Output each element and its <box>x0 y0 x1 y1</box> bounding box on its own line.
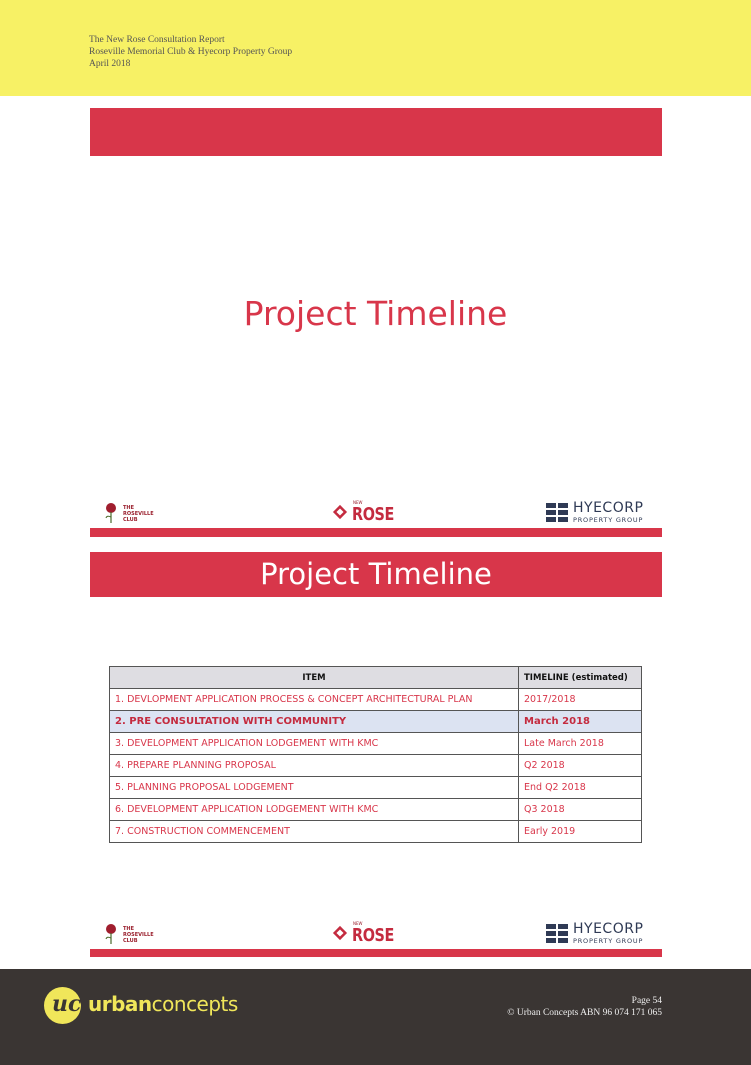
slide1-top-bar <box>90 108 662 156</box>
rose-flower-icon <box>104 923 120 945</box>
rose-small-text: NEW <box>353 921 363 926</box>
hyecorp-name: HYECORP <box>573 500 644 516</box>
club-text-3: CLUB <box>123 517 138 523</box>
club-text-3: CLUB <box>123 938 138 944</box>
slide-divider-bottom <box>90 949 662 957</box>
row-item: 4. PREPARE PLANNING PROPOSAL <box>110 755 519 777</box>
club-text-2: ROSEVILLE <box>123 511 154 517</box>
page-footer <box>0 969 751 1065</box>
slide2-title: Project Timeline <box>90 552 662 597</box>
brand-rest: concepts <box>151 992 238 1016</box>
hyecorp-logo <box>546 500 666 528</box>
row-timeline: Late March 2018 <box>519 733 642 755</box>
row-timeline: Q3 2018 <box>519 799 642 821</box>
hyecorp-name: HYECORP <box>573 921 644 937</box>
hyecorp-sub: PROPERTY GROUP <box>573 937 644 945</box>
table-row <box>110 733 642 755</box>
rose-word: ROSE <box>352 925 394 946</box>
table-row <box>110 755 642 777</box>
row-item: 1. DEVLOPMENT APPLICATION PROCESS & CONCEPT ARCHITECTURAL PLAN <box>110 689 519 711</box>
new-rose-logo <box>332 500 402 526</box>
brand-bold: urban <box>88 992 152 1016</box>
report-title: The New Rose Consultation Report <box>89 35 225 45</box>
table-row <box>110 689 642 711</box>
table-row <box>110 777 642 799</box>
row-timeline: March 2018 <box>519 711 642 733</box>
row-item: 3. DEVELOPMENT APPLICATION LODGEMENT WITH KMC <box>110 733 519 755</box>
hyecorp-logo <box>546 921 666 949</box>
report-date: April 2018 <box>89 59 131 69</box>
row-item: 7. CONSTRUCTION COMMENCEMENT <box>110 821 519 843</box>
timeline-table <box>109 666 642 843</box>
roseville-club-logo <box>104 502 164 528</box>
slide1-title: Project Timeline <box>243 294 508 333</box>
new-rose-logo <box>332 921 402 947</box>
uc-monogram: uc <box>52 991 82 1017</box>
header-item: ITEM <box>110 667 519 689</box>
report-parties: Roseville Memorial Club & Hyecorp Property Group <box>89 47 293 57</box>
rose-mark-icon <box>332 504 348 520</box>
row-item: 2. PRE CONSULTATION WITH COMMUNITY <box>110 711 519 733</box>
slide-divider-top <box>90 528 662 537</box>
page-number: Page 54 <box>631 996 662 1006</box>
rose-mark-icon <box>332 925 348 941</box>
club-text-1: THE <box>123 505 135 511</box>
hyecorp-mark-icon <box>546 503 568 523</box>
hyecorp-mark-icon <box>546 924 568 944</box>
roseville-club-logo <box>104 923 164 949</box>
table-header-row <box>110 667 642 689</box>
row-timeline: Early 2019 <box>519 821 642 843</box>
row-item: 6. DEVELOPMENT APPLICATION LODGEMENT WITH KMC <box>110 799 519 821</box>
row-item: 5. PLANNING PROPOSAL LODGEMENT <box>110 777 519 799</box>
row-timeline: Q2 2018 <box>519 755 642 777</box>
hyecorp-sub: PROPERTY GROUP <box>573 516 644 524</box>
table-row <box>110 821 642 843</box>
table-row <box>110 799 642 821</box>
club-text-2: ROSEVILLE <box>123 932 154 938</box>
row-timeline: 2017/2018 <box>519 689 642 711</box>
rose-small-text: NEW <box>353 500 363 505</box>
rose-flower-icon <box>104 502 120 524</box>
copyright-text: © Urban Concepts ABN 96 074 171 065 <box>507 1008 662 1018</box>
rose-word: ROSE <box>352 504 394 525</box>
urban-concepts-wordmark <box>88 992 238 1016</box>
header-timeline: TIMELINE (estimated) <box>519 667 642 689</box>
report-header <box>89 34 292 70</box>
club-text-1: THE <box>123 926 135 932</box>
row-timeline: End Q2 2018 <box>519 777 642 799</box>
table-row-highlighted <box>110 711 642 733</box>
